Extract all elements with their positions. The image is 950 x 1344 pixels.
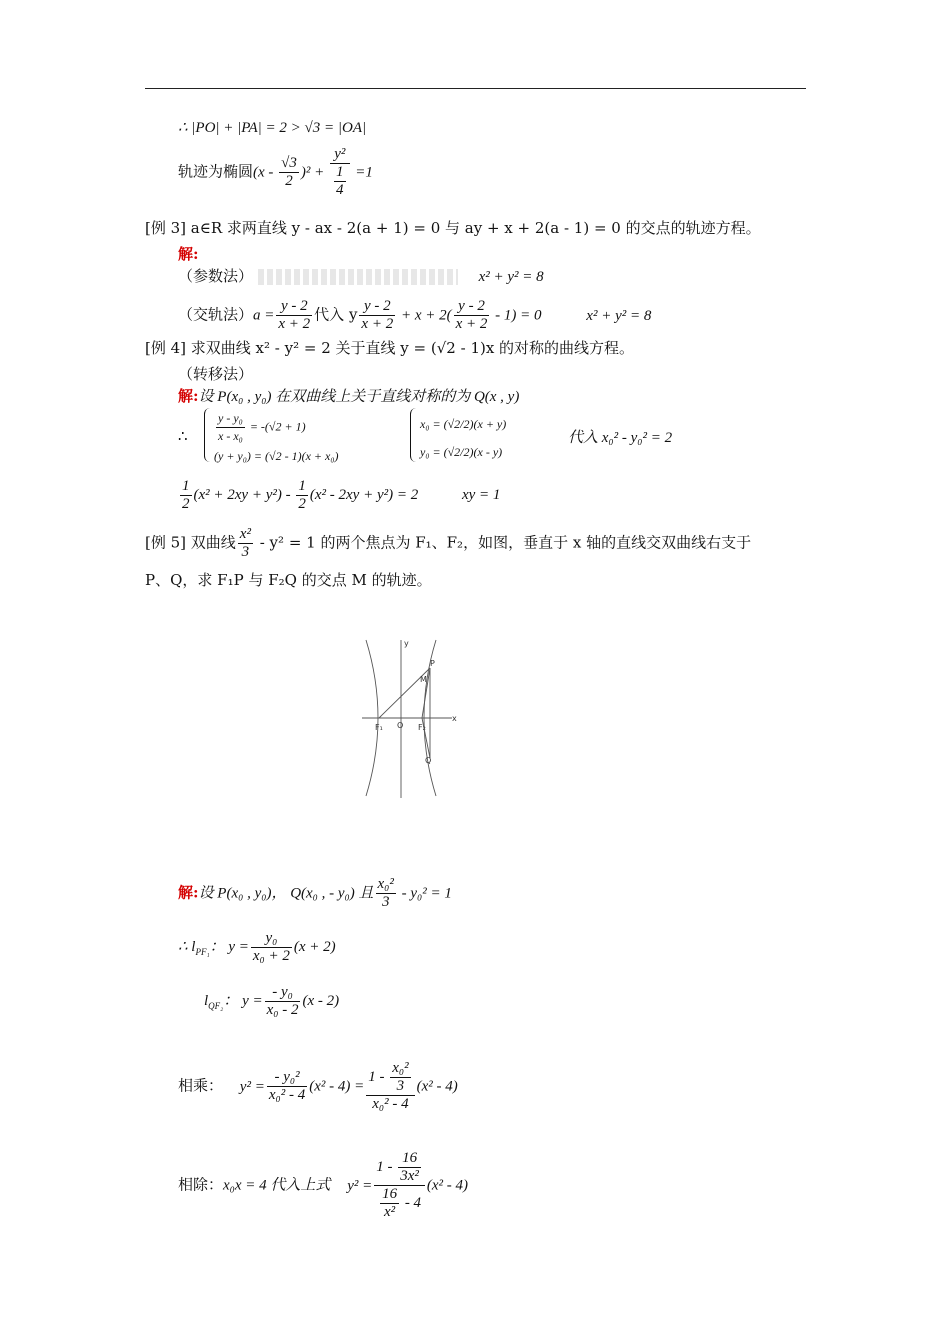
- l-qf2-end: (x - 2): [302, 992, 340, 1009]
- l-pf1-label: ∴ l: [178, 938, 196, 955]
- brace-left: [204, 408, 213, 462]
- frac-sys1: [216, 410, 245, 445]
- solution-label: 解:: [178, 245, 199, 263]
- multiply-mid: (x² - 4) =: [309, 1078, 365, 1095]
- frac-num: y - 2: [359, 298, 395, 316]
- frac-den: x + 2: [278, 316, 311, 332]
- sys-eq1: [214, 410, 306, 445]
- ellipse-eq-c: =1: [351, 164, 373, 181]
- solution-label: 解:: [178, 883, 199, 902]
- line-pf1: [178, 930, 336, 965]
- frac-c: [454, 298, 490, 333]
- divide-label: 相除：: [178, 1175, 224, 1194]
- param-method-label: （参数法）: [178, 267, 254, 285]
- blurred-formula: [258, 269, 458, 285]
- frac-num: y - y₀: [216, 410, 245, 428]
- frac-den: 3: [241, 544, 250, 560]
- param-result: x² + y² = 8: [478, 269, 544, 285]
- frac-den: x - x₀: [218, 429, 243, 443]
- l-pf1-end: (x + 2): [293, 938, 336, 955]
- ex5-heading-a: [例 5] 双曲线: [145, 533, 236, 552]
- frac-num: 16: [398, 1150, 421, 1168]
- frac-num: 16: [382, 1186, 398, 1202]
- divide-line: [178, 1150, 468, 1221]
- frac-inner: [380, 1186, 399, 1221]
- frac-a: [276, 298, 312, 333]
- frac-x2-3: [238, 526, 253, 561]
- example-4-heading: [例 4] 求双曲线 x² - y² = 2 关于直线 y = (√2 - 1)x 的对称的曲线方程。: [145, 339, 635, 357]
- transfer-method-label: （转移法）: [178, 365, 254, 383]
- multiply-label: 相乘：: [178, 1076, 224, 1095]
- ex4-final-b: (x² - 2xy + y²) = 2: [309, 486, 419, 503]
- den-part: - 4: [401, 1194, 422, 1211]
- frac-pf1: [251, 930, 292, 965]
- ex5-solution-line: [178, 876, 452, 911]
- therefore-symbol: ∴: [178, 427, 188, 445]
- frac-num: x₀²: [377, 876, 394, 892]
- sys-eq3: x₀ = (√2/2)(x + y): [420, 417, 507, 431]
- sys-eq2: (y + y₀) = (√2 - 1)(x + x₀): [214, 449, 339, 463]
- frac-mult-1: [267, 1069, 307, 1104]
- ex4-setup: 设 P(x₀ , y₀) 在双曲线上关于直线对称的为 Q(x , y): [198, 389, 520, 405]
- ex5-setup-end: - y₀² = 1: [397, 885, 452, 902]
- frac-num: 1: [336, 164, 344, 180]
- ellipse-label: 轨迹为椭圆: [178, 162, 254, 181]
- frac-mult-2: [366, 1060, 414, 1113]
- frac-num: y²: [330, 146, 350, 164]
- solution-label: 解:: [178, 387, 199, 405]
- line-po-pa: ∴ |PO| + |PA| = 2 > √3 = |OA|: [178, 120, 367, 136]
- l-qf2-sub: QF₂: [208, 1000, 224, 1011]
- frac-num: [374, 1150, 425, 1186]
- multiply-line: [178, 1060, 458, 1113]
- sys-eq4: y₀ = (√2/2)(x - y): [420, 445, 503, 459]
- frac-den: x₀² - 4: [372, 1096, 409, 1112]
- frac-den: 2: [298, 496, 306, 512]
- num-part: 1 -: [376, 1158, 397, 1175]
- fig-label-o: O: [397, 721, 404, 730]
- frac-x0sq-3: [376, 876, 396, 911]
- frac-inner: [334, 164, 346, 199]
- multiply-lhs: y² =: [239, 1078, 265, 1095]
- ex4-final-a: (x² + 2xy + y²) -: [193, 486, 295, 503]
- frac-num: [366, 1060, 414, 1096]
- brace-right: [410, 408, 419, 462]
- divide-end: (x² - 4): [426, 1177, 469, 1194]
- frac-num: y - 2: [276, 298, 312, 316]
- example-3-heading: [例 3] a∈R 求两直线 y - ax - 2(a + 1) = 0 与 ay + x + 2(a - 1) = 0 的交点的轨迹方程。: [145, 219, 761, 237]
- frac-den: 2: [182, 496, 190, 512]
- sub-text: 代入 y: [314, 305, 358, 324]
- frac-y2-quarter: [330, 146, 350, 199]
- fig-label-p: P: [430, 659, 435, 668]
- hyperbola-figure: [360, 636, 460, 800]
- frac-den: [330, 164, 350, 199]
- frac-den: 2: [285, 173, 293, 189]
- frac-den: x + 2: [455, 316, 488, 332]
- sys-eq1-rhs: = -(√2 + 1): [246, 419, 306, 434]
- frac-den: x²: [383, 1204, 396, 1220]
- frac-den: 3: [381, 894, 390, 910]
- frac-den: x₀ + 2: [252, 948, 290, 964]
- num-part: 1 -: [368, 1068, 389, 1085]
- frac-inner: [398, 1150, 421, 1185]
- frac-half-1: [180, 478, 192, 513]
- eq-end: - 1) = 0: [491, 307, 542, 324]
- ellipse-line: [178, 146, 373, 199]
- frac-den: [374, 1186, 425, 1221]
- param-method-line: [178, 266, 544, 287]
- frac-den: 3x²: [400, 1168, 419, 1184]
- fig-label-y: y: [404, 639, 409, 648]
- frac-divide: [374, 1150, 425, 1221]
- frac-num: y - 2: [454, 298, 490, 316]
- divide-lhs: y² =: [347, 1177, 373, 1194]
- frac-den: x + 2: [361, 316, 394, 332]
- frac-num: - y₀: [265, 984, 301, 1002]
- frac-num: x₀²: [392, 1060, 409, 1076]
- example-5-heading: [145, 526, 751, 561]
- fig-label-f1: F₁: [375, 723, 383, 732]
- frac-num: 1: [182, 478, 190, 494]
- multiply-end: (x² - 4): [416, 1078, 458, 1095]
- eq-plus: + x + 2(: [397, 307, 452, 324]
- fig-label-x: x: [452, 714, 457, 723]
- intersect-method-label: （交轨法）: [178, 305, 254, 324]
- frac-half-2: [296, 478, 308, 513]
- ex4-result: xy = 1: [461, 486, 501, 503]
- header-rule: [145, 88, 806, 89]
- frac-qf2: [265, 984, 301, 1019]
- frac-sqrt3-2: [279, 155, 299, 190]
- ellipse-eq-a: (x -: [253, 164, 278, 181]
- frac-den: x₀² - 4: [268, 1087, 306, 1103]
- frac-den: x₀ - 2: [266, 1002, 299, 1018]
- l-pf1-sub: PF₁: [195, 946, 210, 957]
- frac-den: 3: [396, 1078, 405, 1094]
- divide-text: x₀x = 4 代入上式: [223, 1177, 331, 1194]
- ex4-final-line: [178, 478, 500, 513]
- ex5-heading-b: - y² = 1 的两个焦点为 F₁、F₂，如图，垂直于 x 轴的直线交双曲线右支于: [254, 533, 752, 552]
- ex4-substitute: 代入 x₀² - y₀² = 2: [568, 430, 673, 446]
- fig-label-f2: F₂: [418, 723, 426, 732]
- frac-den: 4: [336, 182, 344, 198]
- frac-inner: [390, 1060, 410, 1095]
- fig-label-q: Q: [425, 756, 432, 765]
- ex4-solution-line: [178, 386, 519, 407]
- frac-b: [359, 298, 395, 333]
- frac-num: y₀: [251, 930, 292, 948]
- l-qf2-label: l: [204, 992, 209, 1009]
- intersect-result: x² + y² = 8: [586, 307, 652, 324]
- l-qf2-eq: ： y =: [223, 992, 263, 1009]
- example-5-heading-line2: P、Q，求 F₁P 与 F₂Q 的交点 M 的轨迹。: [145, 571, 432, 589]
- frac-num: x²: [239, 526, 251, 542]
- l-pf1-eq: ： y =: [209, 938, 249, 955]
- frac-num: 1: [298, 478, 306, 494]
- intersect-method-line: [178, 298, 651, 333]
- ex5-setup: 设 P(x₀ , y₀)， Q(x₀ , - y₀) 且: [198, 885, 374, 902]
- line-qf2: [204, 984, 339, 1019]
- frac-num: - y₀²: [267, 1069, 307, 1087]
- fig-label-m: M: [420, 675, 427, 684]
- frac-num: √3: [281, 155, 297, 171]
- ellipse-eq-b: )² +: [300, 164, 329, 181]
- eq-a: a =: [253, 307, 275, 324]
